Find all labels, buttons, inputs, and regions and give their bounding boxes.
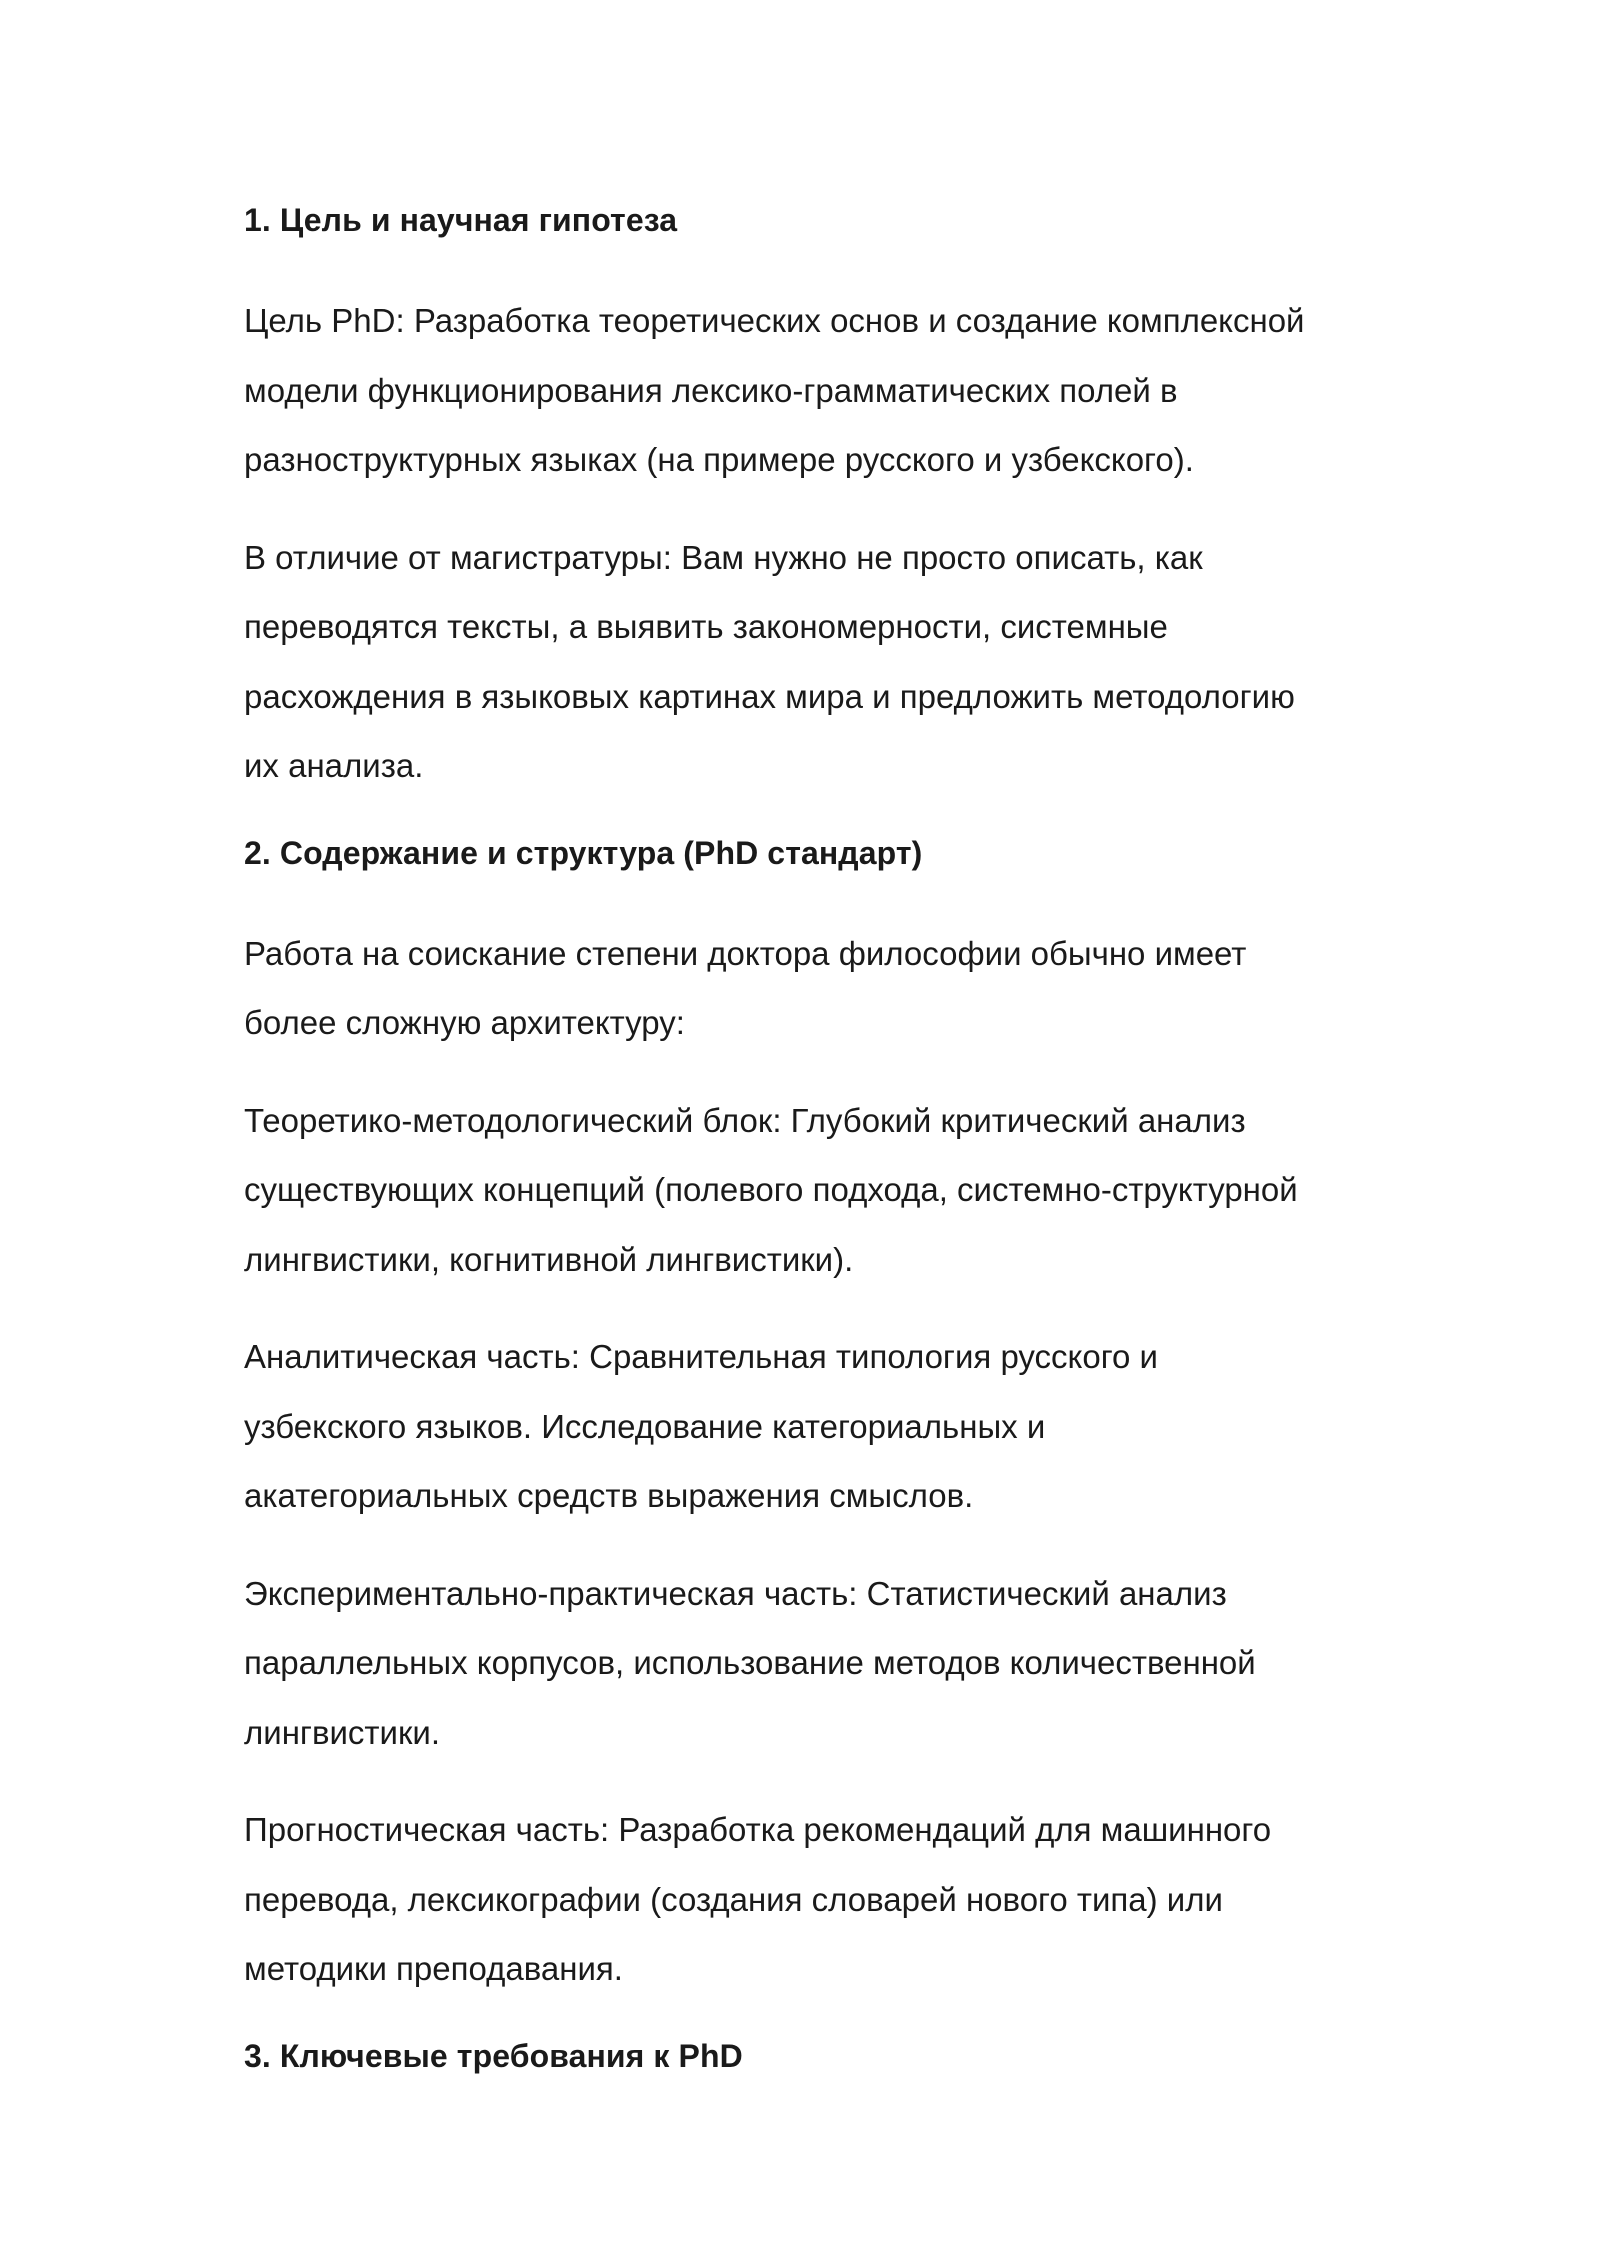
text-line: Работа на соискание степени доктора философии обычно имеет [244, 934, 1247, 972]
text-line: лингвистики, когнитивной лингвистики). [244, 1240, 854, 1278]
paragraph-prognostic-part [244, 1795, 1374, 2004]
paragraph-theoretical-block [244, 1086, 1374, 1295]
text-line: перевода, лексикографии (создания словарей нового типа) или [244, 1880, 1223, 1918]
section-heading-1: 1. Цель и научная гипотеза [244, 202, 678, 238]
section-heading-2: 2. Содержание и структура (PhD стандарт) [244, 834, 923, 871]
paragraph-analytical-part [244, 1322, 1374, 1531]
text-line: переводятся тексты, а выявить закономерности, системные [244, 608, 1168, 645]
text-line: Теоретико-методологический блок: Глубокий критический анализ [244, 1101, 1246, 1139]
paragraph-experimental-part [244, 1559, 1374, 1768]
paragraph-architecture [244, 919, 1374, 1058]
section-heading-3: 3. Ключевые требования к PhD [244, 2037, 743, 2074]
text-line: разноструктурных языках (на примере русского и узбекского). [244, 441, 1194, 478]
paragraph-goal [244, 286, 1374, 495]
text-line: Цель PhD: Разработка теоретических основ и создание комплексной [244, 302, 1305, 339]
paragraph-difference [244, 523, 1374, 801]
text-line: акатегориальных средств выражения смыслов. [244, 1477, 974, 1514]
text-line: методики преподавания. [244, 1950, 623, 1987]
text-line: более сложную архитектуру: [244, 1004, 685, 1041]
text-line: расхождения в языковых картинах мира и предложить методологию [244, 677, 1295, 715]
text-line: существующих концепций (полевого подхода, системно-структурной [244, 1171, 1298, 1208]
text-line: параллельных корпусов, использование методов количественной [244, 1644, 1256, 1681]
text-line: В отличие от магистратуры: Вам нужно не просто описать, как [244, 538, 1203, 576]
text-line: узбекского языков. Исследование категориальных и [244, 1407, 1046, 1445]
text-line: Прогностическая часть: Разработка рекомендаций для машинного [244, 1811, 1272, 1848]
document-page [244, 196, 1374, 2080]
text-line: их анализа. [244, 747, 424, 784]
text-line: Аналитическая часть: Сравнительная типология русского и [244, 1338, 1158, 1375]
text-line: модели функционирования лексико-грамматических полей в [244, 371, 1178, 409]
text-line: лингвистики. [244, 1713, 441, 1751]
text-line: Экспериментально-практическая часть: Статистический анализ [244, 1574, 1227, 1612]
